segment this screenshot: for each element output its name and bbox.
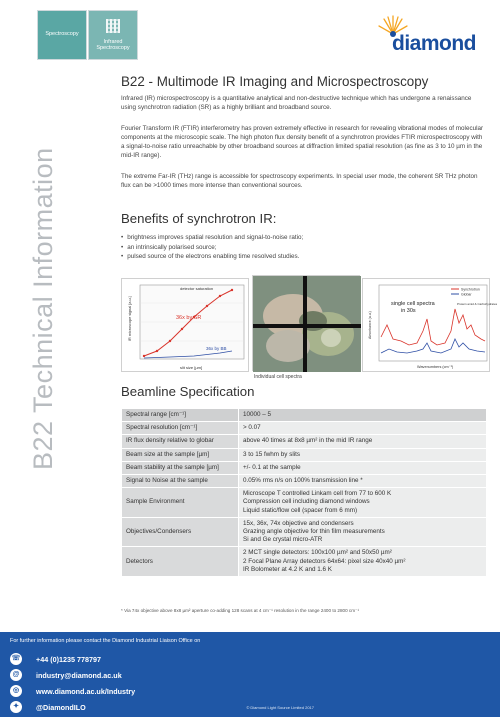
intro-paragraph: Infrared (IR) microspectroscopy is a quantitative analytical and non-destructive technique which has undergone a renaissance using synchrotron radiation (SR) as a highly brilliant and broadband source.: [121, 95, 472, 111]
contact-footer: [0, 632, 500, 717]
spectra-title-1: single cell spectra: [391, 301, 435, 307]
table-row: [122, 461, 487, 474]
y-axis-label: IR microscope signal [a.u.]: [128, 296, 132, 341]
spec-key: Spectral resolution [cm⁻¹]: [122, 422, 239, 435]
benefits-list: [121, 233, 303, 262]
spec-value: [239, 448, 487, 461]
label-bb: 36x by BB: [206, 346, 227, 351]
signal-vs-slit-figure: [121, 278, 249, 372]
thz-paragraph: The extreme Far-IR (THz) range is accessible for spectroscopy experiments. In special user mode, the coherent SR THz photon flux can be >1000 times more intense than conventional sources.: [121, 173, 478, 189]
table-row: [122, 435, 487, 448]
spec-value: [239, 409, 487, 422]
ftir-paragraph: Fourier Transform IR (FTIR) interferometry has proven extremely effective in research for revealing vibrational modes of molecular components at the microscopic scale. The high photon flux density benefit of a synchrotron provides FTIR microspectroscopy with a signal-to-noise ratio unreachable by other broadband sources at diffraction limited spatial resolution (as fine as 3 to 10 µm in the mid-IR range).: [121, 125, 484, 159]
benefits-heading: Benefits of synchrotron IR:: [121, 211, 277, 226]
copyright: © Diamond Light Source Limited 2017: [246, 705, 314, 710]
web-row[interactable]: [10, 684, 135, 698]
spec-value-line: Si and Ge crystal micro-ATR: [243, 536, 323, 544]
globe-icon: ◎: [10, 685, 22, 697]
twitter-row[interactable]: [10, 700, 86, 714]
email-link[interactable]: industry@diamond.ac.uk: [36, 670, 122, 680]
twitter-icon: ✦: [10, 701, 22, 713]
cell-image: [252, 275, 360, 371]
spec-value-line: 2 MCT single detectors: 100x100 µm² and 50x50 µm²: [243, 549, 392, 557]
y-axis-label: Absorbance (a.u.): [368, 311, 372, 339]
cell-spectra-figure: [362, 278, 498, 372]
spec-value-line: +/- 0.1 at the sample: [243, 463, 301, 471]
beamline-spec-table: [121, 408, 487, 577]
spec-value-line: > 0.07: [243, 424, 261, 432]
footer-intro: For further information please contact the Diamond Industrial Liaison Office on: [10, 638, 201, 644]
twitter-handle[interactable]: @DiamondILO: [36, 702, 86, 712]
list-item: • pulsed source of the electrons enabling time resolved studies.: [121, 252, 303, 262]
annotation-protein: Protein amid & Carbohydrates: [457, 302, 498, 306]
annotation-saturation: detector saturation: [180, 286, 214, 291]
spec-value-line: 10000 – 5: [243, 411, 272, 418]
spec-value-line: 2 Focal Plane Array detectors 64x64: pixel size 40x40 µm²: [243, 557, 406, 565]
x-axis-label: Wavenumbers (cm⁻¹): [417, 365, 454, 369]
spec-value: [239, 517, 487, 547]
spec-value: [239, 435, 487, 448]
figure-caption: Individual cell spectra: [254, 374, 302, 380]
spec-value-line: Liquid static/flow cell (spacer from 6 mm): [243, 506, 358, 514]
spectra-title-2: in 30s: [401, 308, 416, 314]
spec-value: [239, 461, 487, 474]
table-row: [122, 448, 487, 461]
spec-key: Sample Environment: [122, 488, 239, 518]
spec-value-line: 3 to 15 fwhm by slits: [243, 450, 301, 458]
table-row: [122, 517, 487, 547]
spec-value: [239, 547, 487, 577]
spec-value-line: Grazing angle objective for thin film measurements: [243, 528, 385, 536]
table-row: [122, 547, 487, 577]
table-row: [122, 475, 487, 488]
email-icon: @: [10, 669, 22, 681]
spec-key: Signal to Noise at the sample: [122, 475, 239, 488]
spec-key: Spectral range [cm⁻¹]: [122, 409, 239, 422]
beamline-heading: Beamline Specification: [121, 384, 255, 399]
spec-key: Detectors: [122, 547, 239, 577]
spec-key: Beam stability at the sample [µm]: [122, 461, 239, 474]
grid-icon: [106, 19, 120, 33]
email-row[interactable]: [10, 668, 122, 682]
spec-value-line: 15x, 36x, 74x objective and condensers: [243, 519, 354, 527]
side-title: B22 Technical Information: [28, 147, 58, 470]
table-footnote: * Via 74x objective above 8x8 µm² aperture co-adding 128 scans at 4 cm⁻¹ resolution in the range 2400 to 2800 cm⁻¹: [121, 608, 360, 613]
x-axis-label: slit size [µm]: [180, 365, 203, 370]
diamond-logo: [378, 14, 498, 54]
spec-value: [239, 422, 487, 435]
label-sr: 36x by SR: [176, 315, 202, 321]
table-row: [122, 488, 487, 518]
spectroscopy-tile[interactable]: [37, 10, 87, 60]
spec-value-line: Microscope T controlled Linkam cell from 77 to 600 K: [243, 490, 392, 498]
page-title: B22 - Multimode IR Imaging and Microspectroscopy: [121, 74, 429, 89]
table-row: [122, 409, 487, 422]
spec-value-line: above 40 times at 8x8 µm² in the mid IR range: [243, 437, 373, 445]
infrared-tile-label: Infrared Spectroscopy: [96, 39, 130, 51]
phone-icon: ☏: [10, 653, 22, 665]
web-link[interactable]: www.diamond.ac.uk/Industry: [36, 686, 136, 696]
legend-synchrotron: Synchrotron: [461, 287, 480, 292]
phone-row[interactable]: [10, 652, 101, 666]
infrared-spectroscopy-tile[interactable]: [88, 10, 138, 60]
spec-key: Beam size at the sample [µm]: [122, 448, 239, 461]
spec-value: [239, 488, 487, 518]
spec-value-line: Compression cell including diamond windows: [243, 498, 370, 506]
spec-key: IR flux density relative to globar: [122, 435, 239, 448]
legend-globar: Globar: [461, 292, 472, 297]
list-item: • brightness improves spatial resolution and signal-to-noise ratio;: [121, 233, 303, 243]
logo-text: diamond: [392, 32, 476, 55]
spec-key: Objectives/Condensers: [122, 517, 239, 547]
table-row: [122, 422, 487, 435]
spec-value-line: IR Bolometer at 4.2 K and 1.6 K: [243, 565, 332, 573]
spec-value: [239, 475, 487, 488]
phone-number: +44 (0)1235 778797: [36, 654, 101, 664]
list-item: • an intrinsically polarised source;: [121, 243, 303, 253]
spec-value-line: 0.05% rms n/s on 100% transmission line *: [243, 477, 363, 485]
spectroscopy-tile-label: Spectroscopy: [45, 31, 79, 37]
